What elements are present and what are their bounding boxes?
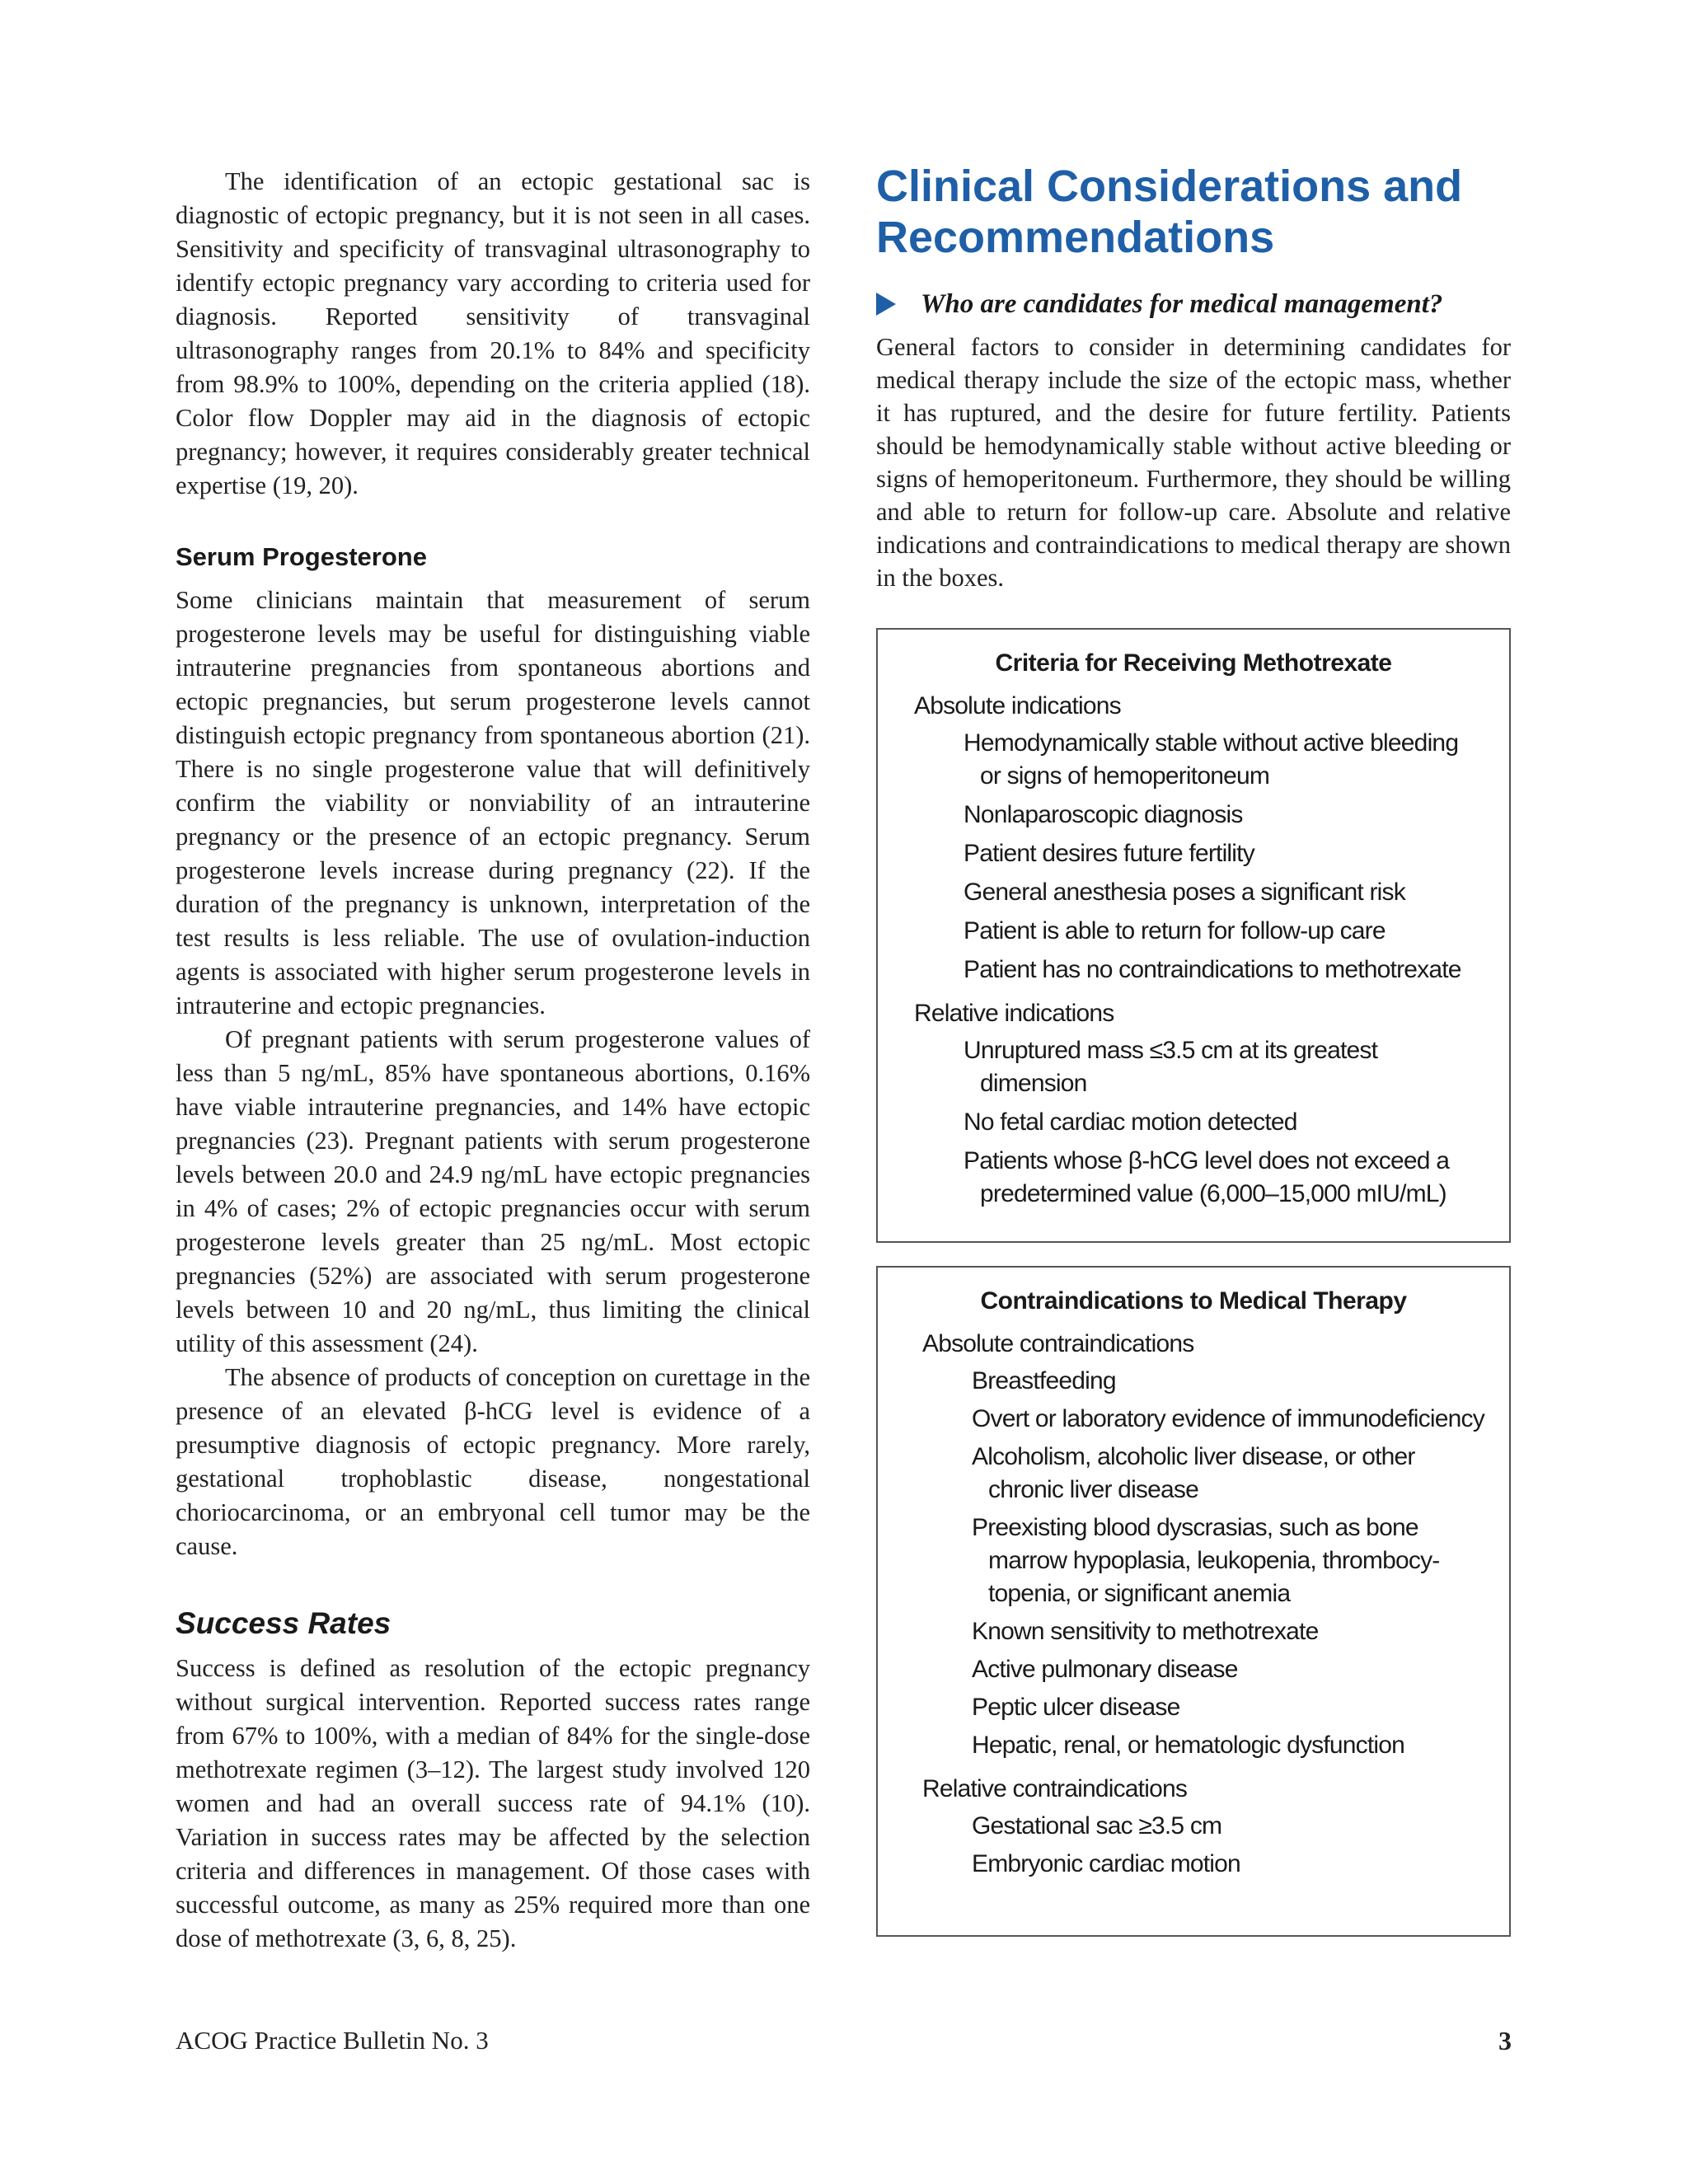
box-section-label: Relative indications <box>914 1000 1114 1027</box>
box-item-text: Embryonic cardiac motion <box>972 1850 1240 1877</box>
box-list-item <box>972 1615 1509 1648</box>
box-list-item <box>964 876 1509 909</box>
methotrexate-criteria-box <box>876 628 1511 1243</box>
box-item-continuation: marrow hypoplasia, leukopenia, thrombocy- <box>988 1547 1440 1574</box>
triangle-bullet-icon <box>876 293 896 316</box>
paragraph-candidates: General factors to consider in determining candidates for medical therapy include the size of the ectopic mass, whether it has ruptured, and the desire for future fertility. Patients should be hemodynamically stable without active bleeding or signs of hemoperitoneum. Furthermore, they should be willing and able to return for follow-up care. Absolute and relative indications and contraindications to medical therapy are shown in the boxes. <box>876 333 1511 592</box>
box-item-continuation: chronic liver disease <box>988 1476 1198 1503</box>
box-section-label: Absolute indications <box>914 692 1121 719</box>
box-list-item <box>964 727 1509 793</box>
box-item-text: Peptic ulcer disease <box>972 1694 1180 1721</box>
footer-publication: ACOG Practice Bulletin No. 3 <box>176 2026 489 2055</box>
box-list-item <box>972 1653 1509 1686</box>
box-item-text: Patients whose β-hCG level does not exceed a <box>964 1147 1450 1174</box>
page-number: 3 <box>1498 2026 1512 2055</box>
section-title <box>876 161 1511 263</box>
box-item-text: Hepatic, renal, or hematologic dysfunction <box>972 1732 1405 1759</box>
box-item-text: Gestational sac ≥3.5 cm <box>972 1812 1222 1840</box>
box-list-relative <box>964 1034 1509 1211</box>
box-title: Criteria for Receiving Methotrexate <box>995 649 1392 677</box>
box-title: Contraindications to Medical Therapy <box>980 1287 1407 1315</box>
section-title-line1: Clinical Considerations and <box>876 162 1463 211</box>
box-list-item <box>972 1729 1509 1762</box>
box-list-item <box>972 1511 1509 1610</box>
paragraph-success-rates: Success is defined as resolution of the ectopic pregnancy without surgical intervention. Reported success rates range from 67% to 100%, with a median of 84% for the single-dose methotrexate regimen (3–12). The largest study involved 120 women and had an overall success rate of 94.1% (10). Variation in success rates may be affected by the selection criteria and differences in management. Of those cases with successful outcome, as many as 25% required more than one dose of methotrexate (3, 6, 8, 25). <box>176 1654 810 1952</box>
box-list-item <box>964 837 1509 870</box>
box-section-label: Absolute contraindications <box>922 1330 1194 1357</box>
box-item-text: Active pulmonary disease <box>972 1656 1238 1683</box>
box-item-continuation: predetermined value (6,000–15,000 mIU/mL) <box>980 1180 1447 1207</box>
box-item-continuation: topenia, or significant anemia <box>988 1580 1291 1607</box>
box-list-item <box>964 1145 1509 1211</box>
box-list-item <box>972 1691 1509 1724</box>
box-list-item <box>964 1034 1509 1100</box>
box-item-text: Unruptured mass ≤3.5 cm at its greatest <box>964 1037 1378 1064</box>
box-item-continuation: or signs of hemoperitoneum <box>980 762 1270 790</box>
paragraph-curettage: The absence of products of conception on curettage in the presence of an elevated β-hCG level is evidence of a presumptive diagnosis of ectopic pregnancy. More rarely, gestational trophoblastic disease, nongestational choriocarcinoma, or an embryonal cell tumor may be the cause. <box>176 1363 810 1560</box>
box-list-item <box>972 1403 1509 1436</box>
box-list-item <box>964 1106 1509 1139</box>
box-item-text: Patient desires future fertility <box>964 840 1254 867</box>
contraindications-box <box>876 1266 1511 1937</box>
box-list-item <box>964 954 1509 987</box>
left-column <box>176 165 810 1956</box>
box-list-absolute <box>964 727 1509 987</box>
box-list-absolute <box>972 1365 1509 1762</box>
box-item-text: Nonlaparoscopic diagnosis <box>964 801 1243 828</box>
box-item-continuation: dimension <box>980 1070 1087 1097</box>
box-list-item <box>972 1441 1509 1507</box>
box-item-text: General anesthesia poses a significant risk <box>964 879 1405 906</box>
section-title-line2: Recommendations <box>876 213 1275 262</box>
box-list-item <box>964 799 1509 832</box>
heading-success-rates: Success Rates <box>176 1606 392 1640</box>
box-item-text: Hemodynamically stable without active bleeding <box>964 729 1459 757</box>
paragraph-serum-progesterone: Some clinicians maintain that measurement of serum progesterone levels may be useful for distinguishing viable intrauterine pregnancies from spontaneous abortions and ectopic pregnancies, but serum progesterone levels cannot distinguish ectopic pregnancy from spontaneous abortion (21). There is no single progesterone value that will definitively confirm the viability or nonviability of an intrauterine pregnancy or the presence of an ectopic pregnancy. Serum progesterone levels increase during pregnancy (22). If the duration of the pregnancy is unknown, interpretation of the test results is less reliable. The use of ovulation-induction agents is associated with higher serum progesterone levels in intrauterine and ectopic pregnancies. <box>176 586 810 1019</box>
box-list-relative <box>972 1810 1509 1881</box>
box-section-label: Relative contraindications <box>922 1775 1188 1802</box>
box-list-item <box>972 1848 1509 1881</box>
box-item-text: Overt or laboratory evidence of immunodeficiency <box>972 1405 1484 1432</box>
question-heading <box>876 288 1511 321</box>
box-list-item <box>964 915 1509 948</box>
paragraph-ultrasonography: The identification of an ectopic gestational sac is diagnostic of ectopic pregnancy, but it is not seen in all cases. Sensitivity and specificity of transvaginal ultrasonography to identify ectopic pregnancy vary according to criteria used for diagnosis. Reported sensitivity of transvaginal ultrasonography ranges from 20.1% to 84% and specificity from 98.9% to 100%, depending on the criteria applied (18). Color flow Doppler may aid in the diagnosis of ectopic pregnancy; however, it requires considerably greater technical expertise (19, 20). <box>176 167 810 499</box>
box-item-text: No fetal cardiac motion detected <box>964 1108 1297 1136</box>
box-item-text: Patient is able to return for follow-up care <box>964 917 1386 944</box>
box-item-text: Alcoholism, alcoholic liver disease, or other <box>972 1443 1415 1470</box>
box-item-text: Known sensitivity to methotrexate <box>972 1618 1319 1645</box>
paragraph-progesterone-values: Of pregnant patients with serum progesterone values of less than 5 ng/mL, 85% have spontaneous abortions, 0.16% have viable intrauterine pregnancies, and 14% have ectopic pregnancies (23). Pregnant patients with serum progesterone levels between 20.0 and 24.9 ng/mL have ectopic pregnancies in 4% of cases; 2% of ectopic pregnancies occur with serum progesterone levels greater than 25 ng/mL. Most ectopic pregnancies (52%) are associated with serum progesterone levels between 10 and 20 ng/mL, thus limiting the clinical utility of this assessment (24). <box>176 1025 810 1357</box>
right-column <box>876 161 1511 594</box>
box-list-item <box>972 1810 1509 1843</box>
box-list-item <box>972 1365 1509 1398</box>
box-item-text: Patient has no contraindications to methotrexate <box>964 956 1461 983</box>
box-item-text: Breastfeeding <box>972 1367 1116 1394</box>
box-item-text: Preexisting blood dyscrasias, such as bone <box>972 1514 1418 1541</box>
question-text: Who are candidates for medical management? <box>921 289 1443 319</box>
heading-serum-progesterone: Serum Progesterone <box>176 542 427 571</box>
